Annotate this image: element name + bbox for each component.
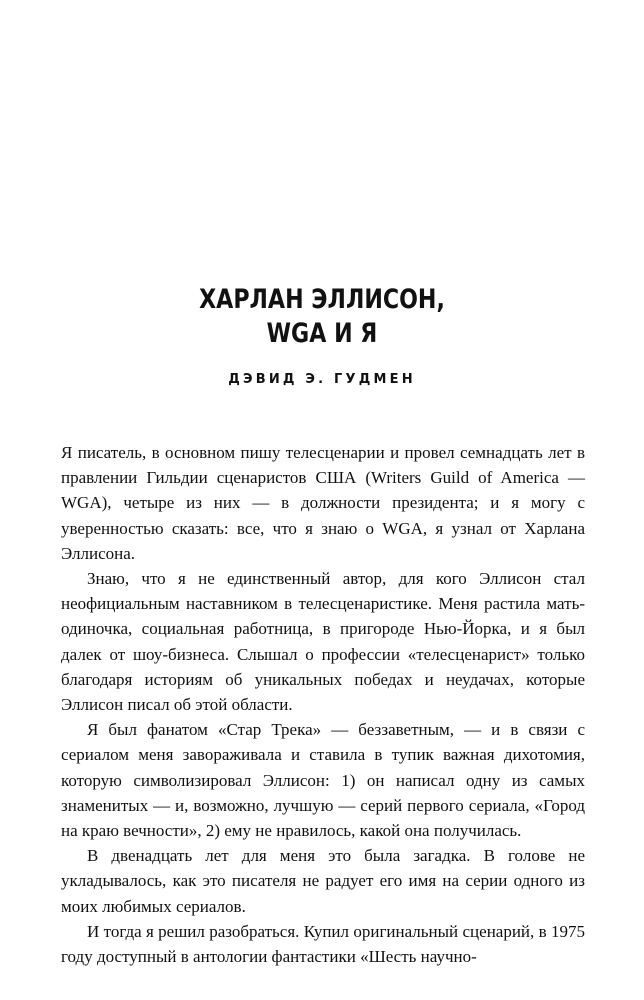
chapter-title-line-1: ХАРЛАН ЭЛЛИСОН,: [199, 284, 445, 315]
chapter-author: ДЭВИД Э. ГУДМЕН: [228, 372, 416, 387]
paragraph: Я был фанатом «Стар Трека» — беззаветным, — и в связи с сериалом меня завораживала и ставила в тупик важная дихотомия, которую символизировал Эллисон: 1) он написал одну из самых знаменитых — и, возможно, лучшую — серий первого сериала, «Город на краю вечности», 2) ему не нравилось, какой она получилась.: [61, 720, 585, 841]
chapter-title-line-2: WGA И Я: [266, 318, 378, 349]
chapter-title: [58, 283, 586, 351]
paragraph: Я писатель, в основном пишу телесценарии и провел семнадцать лет в правлении Гильдии сценаристов США (Writers Guild of America — WGA), четыре из них — в должности президента; и я могу с уверенностью сказать: все, что я знаю о WGA, я узнал от Харлана Эллисона.: [61, 443, 585, 563]
body-text: [61, 440, 585, 969]
paragraph: Знаю, что я не единственный автор, для кого Эллисон стал неофициальным наставником в телесценаристике. Меня растила мать-одиночка, социальная работница, в пригороде Нью-Йорка, и я был далек от шоу-бизнеса. Слышал о профессии «телесценарист» только благодаря историям об уникальных победах и неудачах, которые Эллисон писал об этой области.: [61, 569, 585, 715]
paragraph: В двенадцать лет для меня это была загадка. В голове не укладывалось, как это писателя не радует его имя на серии одного из моих любимых сериалов.: [61, 846, 585, 916]
paragraph: И тогда я решил разобраться. Купил оригинальный сценарий, в 1975 году доступный в антологии фантастики «Шесть научно-: [61, 921, 585, 967]
